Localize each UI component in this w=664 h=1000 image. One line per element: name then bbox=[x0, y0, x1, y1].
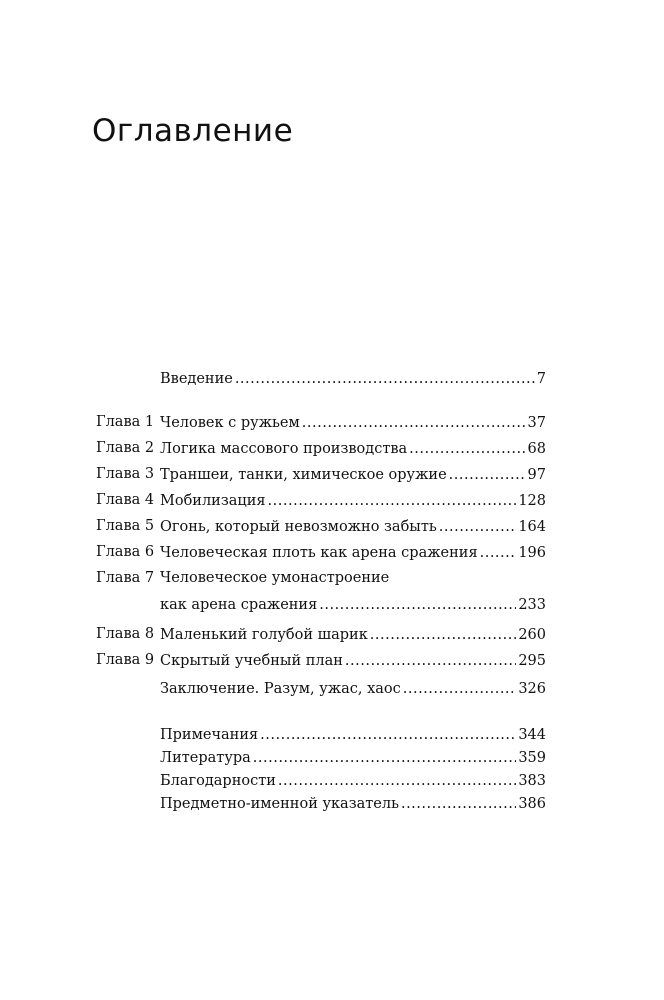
chapter-label: Глава 7 bbox=[96, 570, 155, 586]
page-number: 260 bbox=[518, 627, 546, 643]
toc-entry-chapter-8 bbox=[96, 626, 546, 648]
page-title: Оглавление bbox=[92, 113, 294, 149]
entry-title: Человек с ружьем bbox=[160, 415, 300, 431]
page-number: 383 bbox=[518, 773, 546, 789]
page-number: 196 bbox=[518, 545, 546, 561]
dot-leader bbox=[401, 795, 516, 813]
toc-entry-chapter-7 bbox=[96, 570, 546, 592]
entry-title: Мобилизация bbox=[160, 493, 266, 509]
toc-entry-conclusion bbox=[96, 680, 546, 702]
page-number: 295 bbox=[518, 653, 546, 669]
chapter-label: Глава 8 bbox=[96, 626, 155, 642]
dot-leader bbox=[449, 466, 526, 484]
toc-entry-chapter-9 bbox=[96, 652, 546, 674]
entry-title: Огонь, который невозможно забыть bbox=[160, 519, 437, 535]
page-number: 326 bbox=[518, 681, 546, 697]
toc-entry-notes bbox=[96, 726, 546, 748]
entry-title: Скрытый учебный план bbox=[160, 653, 343, 669]
entry-title: Заключение. Разум, ужас, хаос bbox=[160, 681, 401, 697]
entry-title: Предметно-именной указатель bbox=[160, 796, 399, 812]
dot-leader bbox=[345, 652, 516, 670]
dot-leader bbox=[235, 370, 535, 388]
chapter-label: Глава 5 bbox=[96, 518, 155, 534]
page-number: 128 bbox=[518, 493, 546, 509]
dot-leader bbox=[319, 596, 516, 614]
dot-leader bbox=[409, 440, 525, 458]
dot-leader bbox=[268, 492, 517, 510]
toc-entry-introduction bbox=[96, 370, 546, 392]
chapter-label: Глава 2 bbox=[96, 440, 155, 456]
toc-entry-index bbox=[96, 795, 546, 817]
page-number: 7 bbox=[536, 371, 546, 387]
toc-entry-chapter-5 bbox=[96, 518, 546, 540]
entry-title: Введение bbox=[160, 371, 233, 387]
entry-title: Логика массового производства bbox=[160, 441, 408, 457]
entry-title: Маленький голубой шарик bbox=[160, 627, 368, 643]
dot-leader bbox=[480, 544, 517, 562]
entry-title: Литература bbox=[160, 750, 251, 766]
entry-title: Траншеи, танки, химическое оружие bbox=[160, 467, 447, 483]
toc-entry-chapter-2 bbox=[96, 440, 546, 462]
toc-entry-chapter-6 bbox=[96, 544, 546, 566]
chapter-label: Глава 1 bbox=[96, 414, 155, 430]
page-number: 386 bbox=[518, 796, 546, 812]
entry-title: Благодарности bbox=[160, 773, 276, 789]
chapter-label: Глава 3 bbox=[96, 466, 155, 482]
toc-entry-chapter-1 bbox=[96, 414, 546, 436]
dot-leader bbox=[403, 680, 517, 698]
entry-title-line-1: Человеческое умонастроение bbox=[160, 570, 390, 586]
dot-leader bbox=[370, 626, 517, 644]
chapter-label: Глава 6 bbox=[96, 544, 155, 560]
toc-entry-chapter-7-continued bbox=[96, 596, 546, 618]
page-number: 344 bbox=[518, 727, 546, 743]
dot-leader bbox=[260, 726, 516, 744]
chapter-label: Глава 9 bbox=[96, 652, 155, 668]
page-number: 37 bbox=[527, 415, 546, 431]
toc-entry-acknowledgements bbox=[96, 772, 546, 794]
toc-entry-literature bbox=[96, 749, 546, 771]
page-number: 164 bbox=[518, 519, 546, 535]
dot-leader bbox=[278, 772, 516, 790]
chapter-label: Глава 4 bbox=[96, 492, 155, 508]
entry-title-line-2: как арена сражения bbox=[160, 597, 318, 613]
page-number: 359 bbox=[518, 750, 546, 766]
page-number: 68 bbox=[527, 441, 546, 457]
toc-entry-chapter-4 bbox=[96, 492, 546, 514]
toc-entry-chapter-3 bbox=[96, 466, 546, 488]
page-number: 233 bbox=[518, 597, 546, 613]
entry-title: Человеческая плоть как арена сражения bbox=[160, 545, 478, 561]
dot-leader bbox=[302, 414, 526, 432]
dot-leader bbox=[253, 749, 517, 767]
page-number: 97 bbox=[527, 467, 546, 483]
dot-leader bbox=[439, 518, 517, 536]
entry-title: Примечания bbox=[160, 727, 259, 743]
